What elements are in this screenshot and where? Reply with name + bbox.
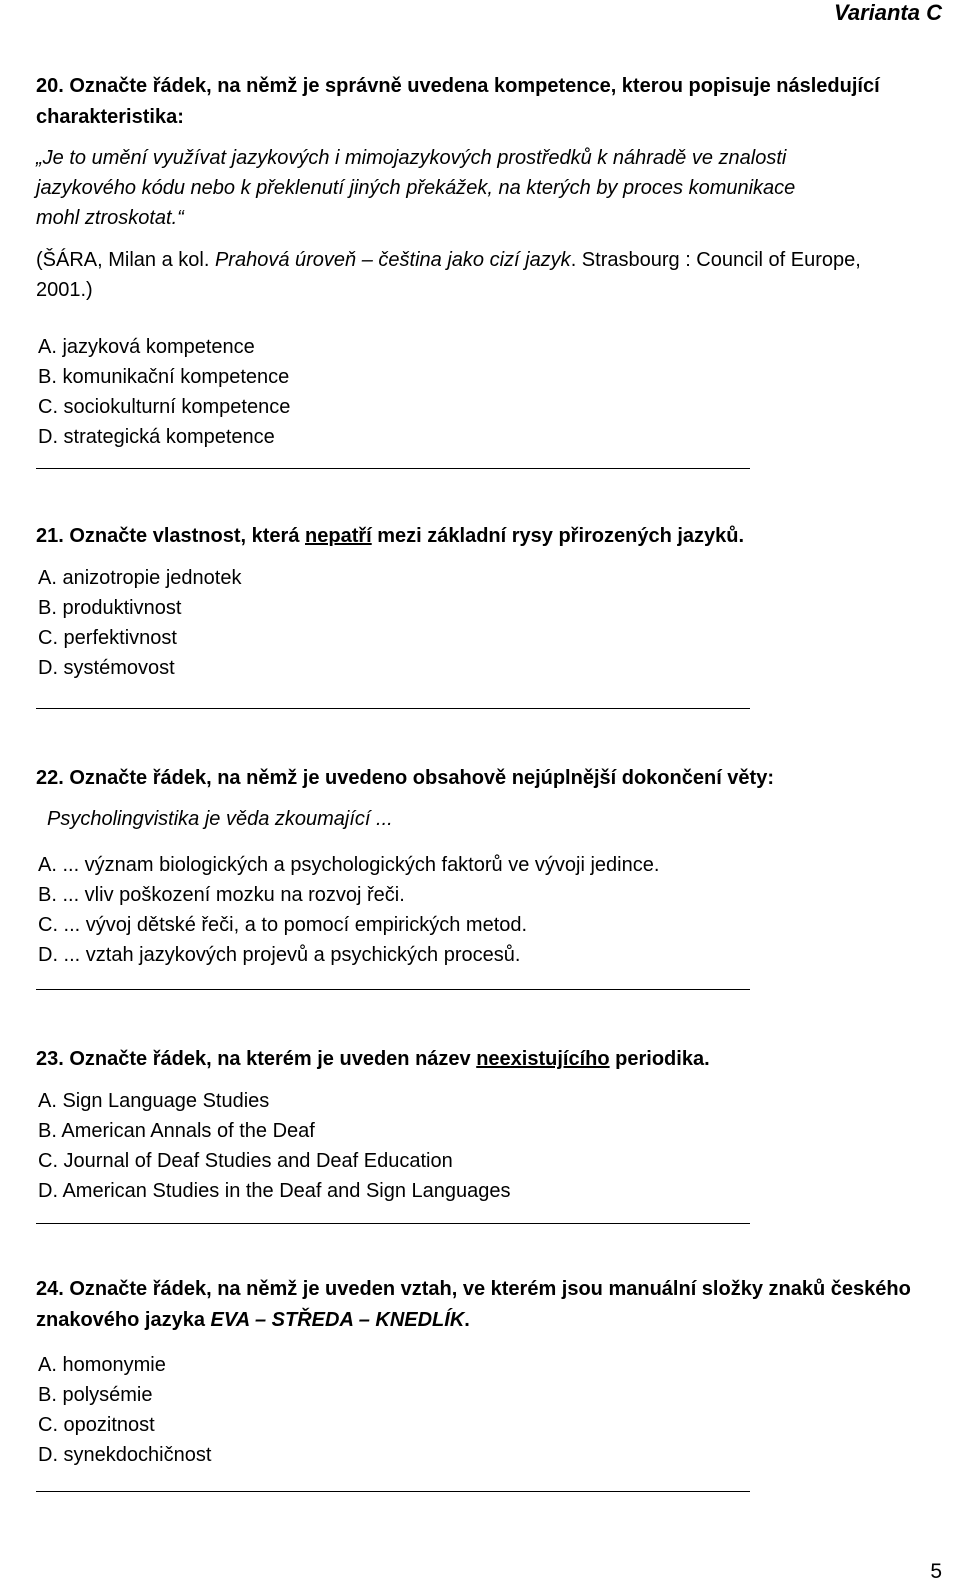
question-24-option-c: C. opozitnost (38, 1414, 155, 1436)
question-20-citation-year: 2001.) (36, 279, 93, 301)
question-22-option-b: B. ... vliv poškození mozku na rozvoj řeči. (38, 884, 405, 906)
question-23-option-b: B. American Annals of the Deaf (38, 1120, 315, 1142)
question-22-title: 22. Označte řádek, na němž je uvedeno obsahově nejúplnější dokončení věty: (36, 767, 774, 789)
separator-line (36, 468, 750, 469)
question-24-title-italic: EVA – STŘEDA – KNEDLÍK (210, 1309, 465, 1331)
question-20-citation (36, 245, 861, 275)
question-23-option-c: C. Journal of Deaf Studies and Deaf Education (38, 1150, 453, 1172)
question-23-title-end: periodika. (609, 1048, 710, 1070)
question-21-option-b: B. produktivnost (38, 597, 182, 619)
variant-label: Varianta C (833, 0, 942, 25)
citation-title: Prahová úroveň – čeština jako cizí jazyk (214, 249, 571, 271)
question-24-option-d: D. synekdochičnost (38, 1444, 212, 1466)
question-20-title: 20. Označte řádek, na němž je správně uvedena kompetence, kterou popisuje následující charakteristika: (36, 75, 880, 128)
question-21-option-d: D. systémovost (38, 657, 175, 679)
question-21-title (36, 521, 936, 552)
separator-line (36, 989, 750, 990)
page-number: 5 (930, 1560, 942, 1583)
question-24-option-b: B. polysémie (38, 1384, 153, 1406)
question-22-option-d: D. ... vztah jazykových projevů a psychických procesů. (38, 944, 521, 966)
separator-line (36, 708, 750, 709)
question-23-title-start: 23. Označte řádek, na kterém je uveden název (36, 1048, 477, 1070)
citation-prefix: (ŠÁRA, Milan a kol. (36, 249, 215, 271)
question-22-option-c: C. ... vývoj dětské řeči, a to pomocí empirických metod. (38, 914, 528, 936)
separator-line (36, 1223, 750, 1224)
citation-suffix: . Strasbourg : Council of Europe, (570, 249, 861, 271)
question-20-option-c: C. sociokulturní kompetence (38, 396, 291, 418)
question-20-option-a: A. jazyková kompetence (38, 336, 255, 358)
question-20-option-d: D. strategická kompetence (38, 426, 275, 448)
question-21-option-a: A. anizotropie jednotek (38, 567, 242, 589)
question-23-title (36, 1044, 936, 1075)
question-20-quote-line-3: mohl ztroskotat.“ (36, 207, 184, 229)
separator-line (36, 1491, 750, 1492)
question-21-title-start: 21. Označte vlastnost, která (36, 525, 306, 547)
question-23-option-d: D. American Studies in the Deaf and Sign Languages (38, 1180, 511, 1202)
question-20-option-b: B. komunikační kompetence (38, 366, 290, 388)
question-24-title-start: 24. Označte řádek, na němž je uveden vztah, ve kterém jsou manuální složky znaků českého znakového jazyka (36, 1278, 911, 1331)
question-24-option-a: A. homonymie (38, 1354, 166, 1376)
question-20-quote-line-1: „Je to umění využívat jazykových i mimojazykových prostředků k náhradě ve znalosti (36, 147, 787, 169)
question-21-title-end: mezi základní rysy přirozených jazyků. (371, 525, 745, 547)
question-24-title (36, 1274, 936, 1336)
question-20-quote-line-2: jazykového kódu nebo k překlenutí jiných překážek, na kterých by proces komunikace (36, 177, 796, 199)
question-21-title-underlined: nepatří (305, 525, 372, 547)
question-21-option-c: C. perfektivnost (38, 627, 177, 649)
question-23-title-underlined: neexistujícího (476, 1048, 610, 1070)
question-24-title-end: . (464, 1309, 470, 1331)
question-23-option-a: A. Sign Language Studies (38, 1090, 270, 1112)
question-22-stem: Psycholingvistika je věda zkoumající ... (47, 808, 393, 830)
question-22-option-a: A. ... význam biologických a psychologických faktorů ve vývoji jedince. (38, 854, 660, 876)
